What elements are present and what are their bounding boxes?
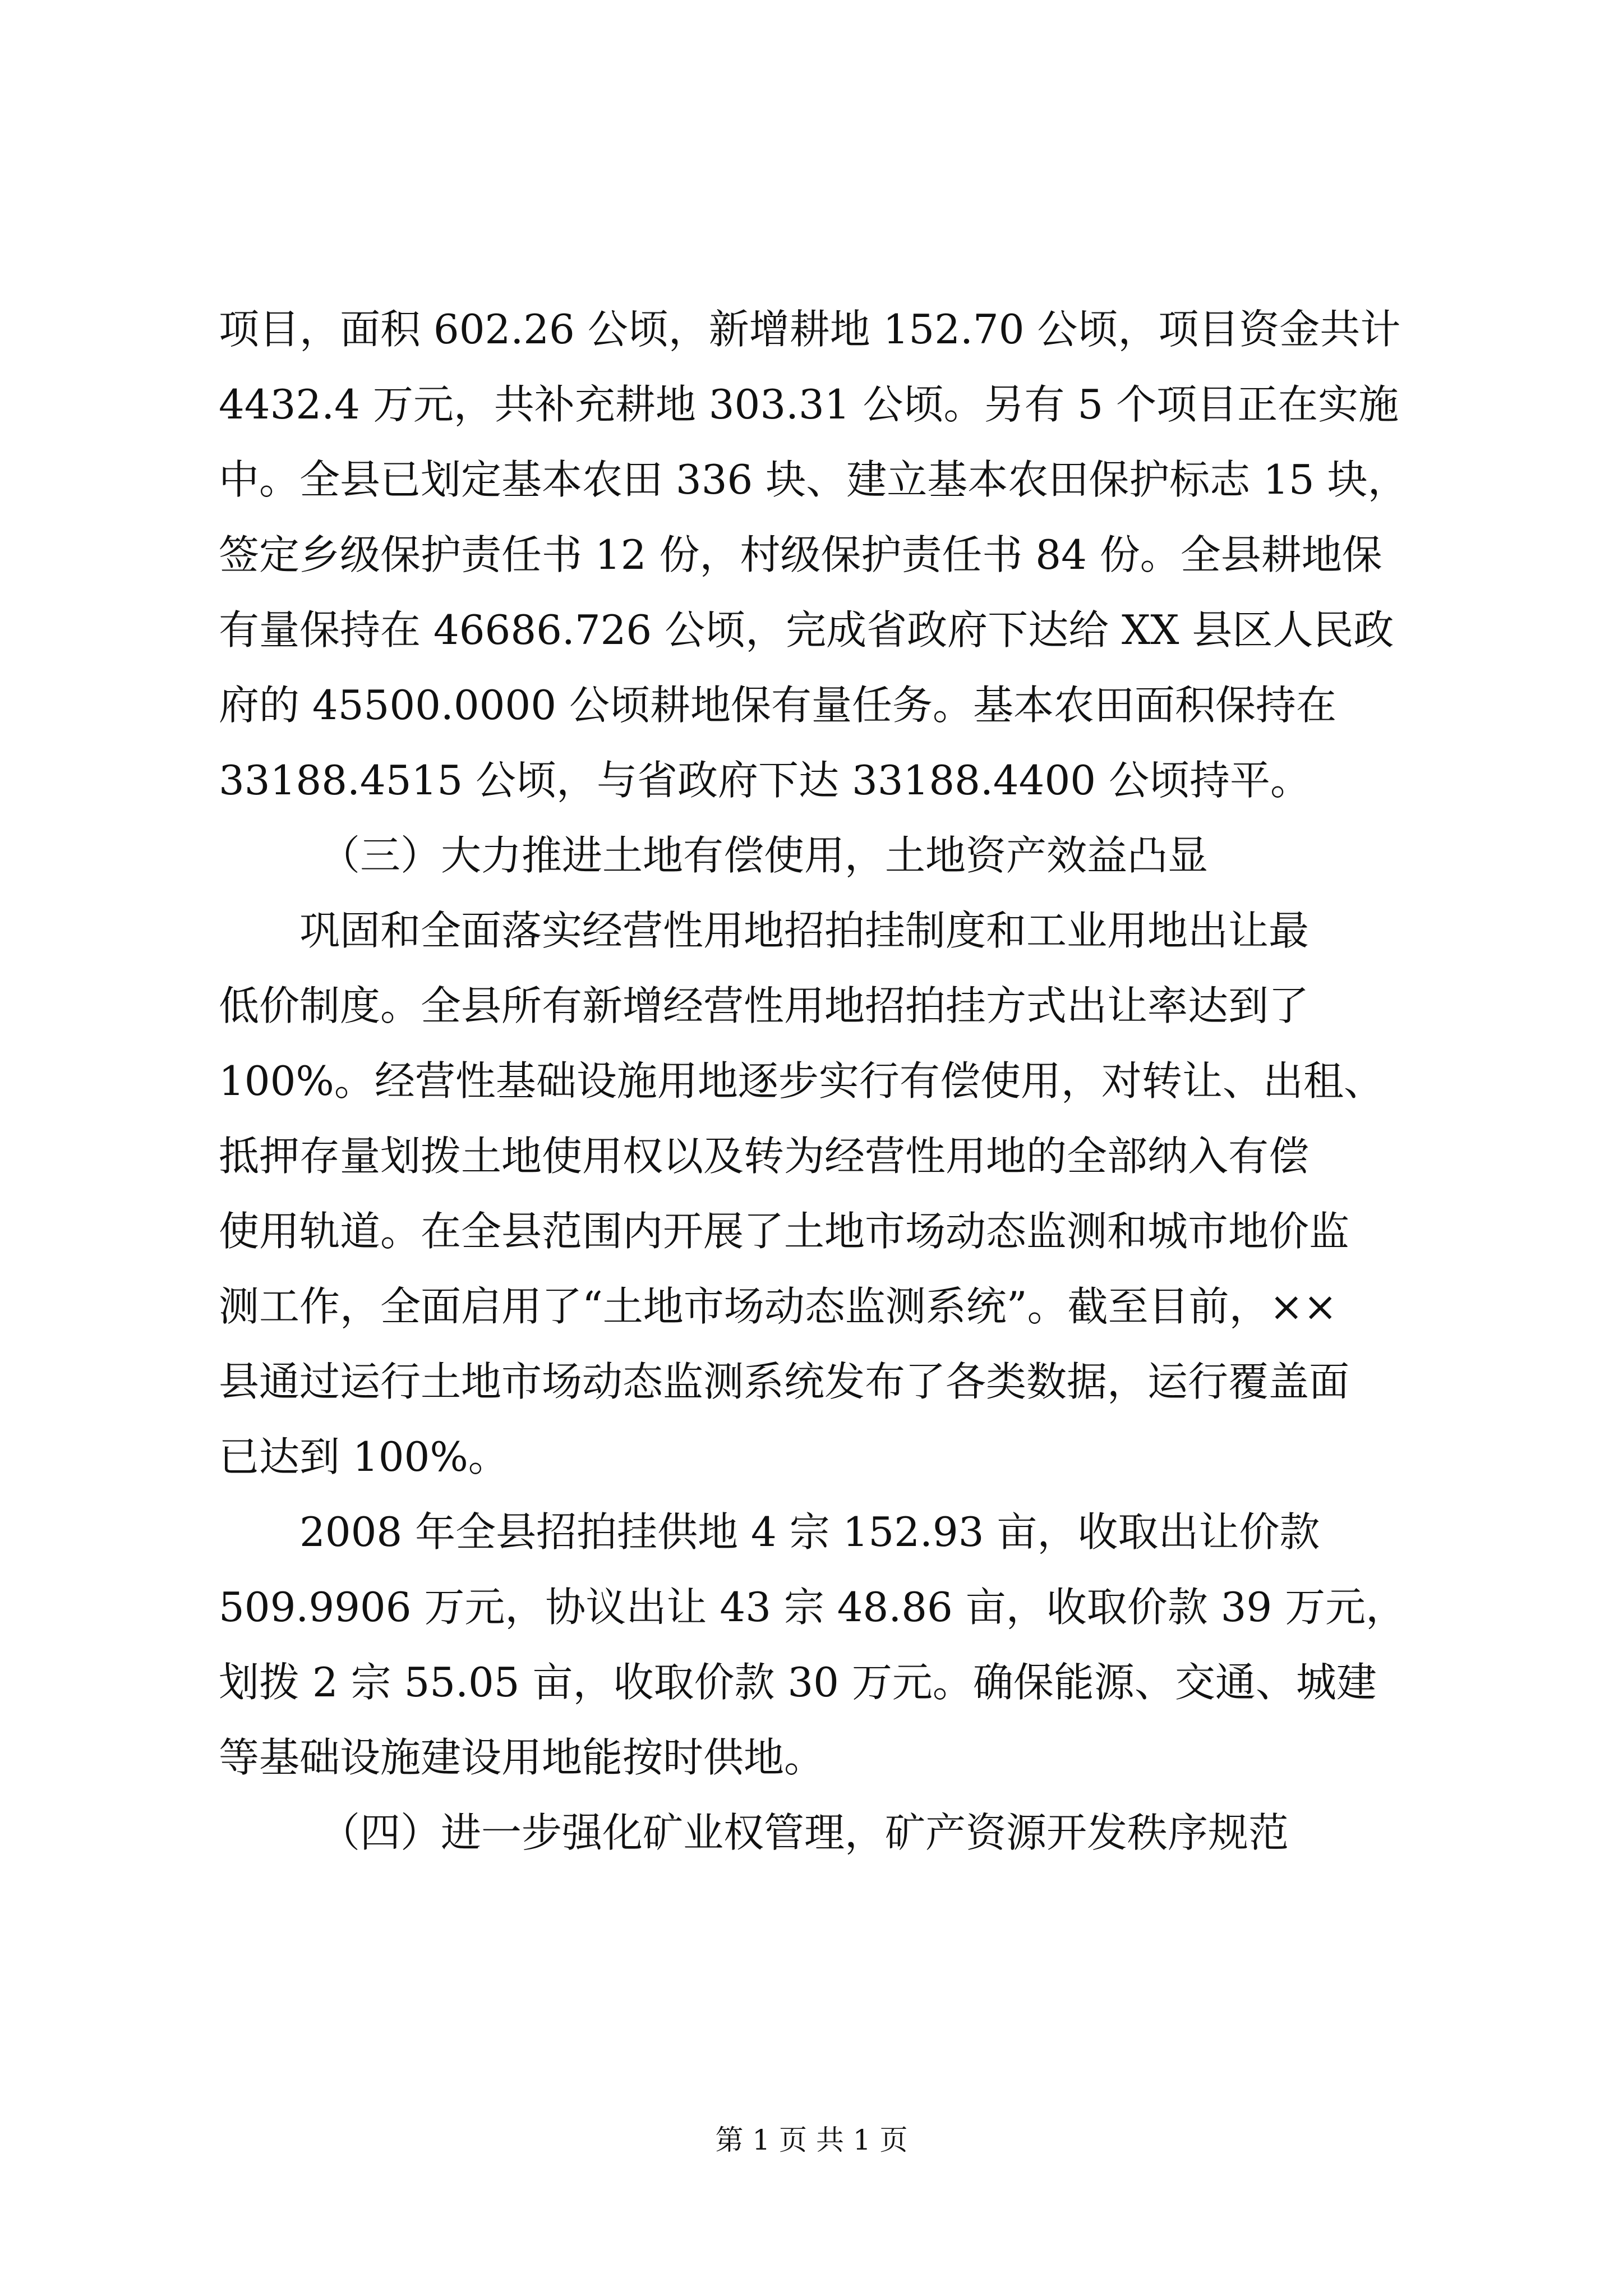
body-text-line: 4432.4 万元，共补充耕地 303.31 公顷。另有 5 个项目正在实施 [219, 381, 1399, 428]
page-footer: 第 1 页 共 1 页 [715, 2124, 908, 2156]
body-text-line: 府的 45500.0000 公顷耕地保有量任务。基本农田面积保持在 [219, 682, 1336, 729]
document-body [219, 292, 1419, 1870]
body-text-line: 33188.4515 公顷，与省政府下达 33188.4400 公顷持平。 [219, 757, 1311, 804]
body-text-line: 有量保持在 46686.726 公顷，完成省政府下达给 XX 县区人民政 [219, 606, 1394, 654]
body-text-line: 使用轨道。在全县范围内开展了土地市场动态监测和城市地价监 [219, 1208, 1350, 1255]
body-text-line: 2008 年全县招拍挂供地 4 宗 152.93 亩，收取出让价款 [299, 1508, 1320, 1556]
body-text-line: 509.9906 万元，协议出让 43 宗 48.86 亩，收取价款 39 万元， [219, 1584, 1407, 1631]
body-text-line: 县通过运行土地市场动态监测系统发布了各类数据，运行覆盖面 [219, 1358, 1350, 1405]
body-text-line: 项目，面积 602.26 公顷，新增耕地 152.70 公顷，项目资金共计 [219, 306, 1401, 353]
body-text-line: 测工作，全面启用了“土地市场动态监测系统”。截至目前，×× [219, 1283, 1338, 1330]
body-text-line: 签定乡级保护责任书 12 份，村级保护责任书 84 份。全县耕地保 [219, 531, 1382, 578]
body-text-line: 100%。经营性基础设施用地逐步实行有偿使用，对转让、出租、 [219, 1057, 1384, 1105]
body-text-line: 低价制度。全县所有新增经营性用地招拍挂方式出让率达到了 [219, 982, 1310, 1029]
section-heading: （四）进一步强化矿业权管理，矿产资源开发秩序规范 [320, 1809, 1289, 1856]
body-text-line: 巩固和全面落实经营性用地招拍挂制度和工业用地出让最 [299, 907, 1310, 954]
body-text-line: 划拨 2 宗 55.05 亩，收取价款 30 万元。确保能源、交通、城建 [219, 1659, 1377, 1706]
body-text-line: 等基础设施建设用地能按时供地。 [219, 1734, 825, 1781]
body-text-line: 已达到 100%。 [219, 1433, 509, 1480]
section-heading: （三）大力推进土地有偿使用，土地资产效益凸显 [320, 832, 1209, 879]
body-text-line: 抵押存量划拨土地使用权以及转为经营性用地的全部纳入有偿 [219, 1133, 1310, 1180]
body-text-line: 中。全县已划定基本农田 336 块、建立基本农田保护标志 15 块， [219, 456, 1408, 503]
